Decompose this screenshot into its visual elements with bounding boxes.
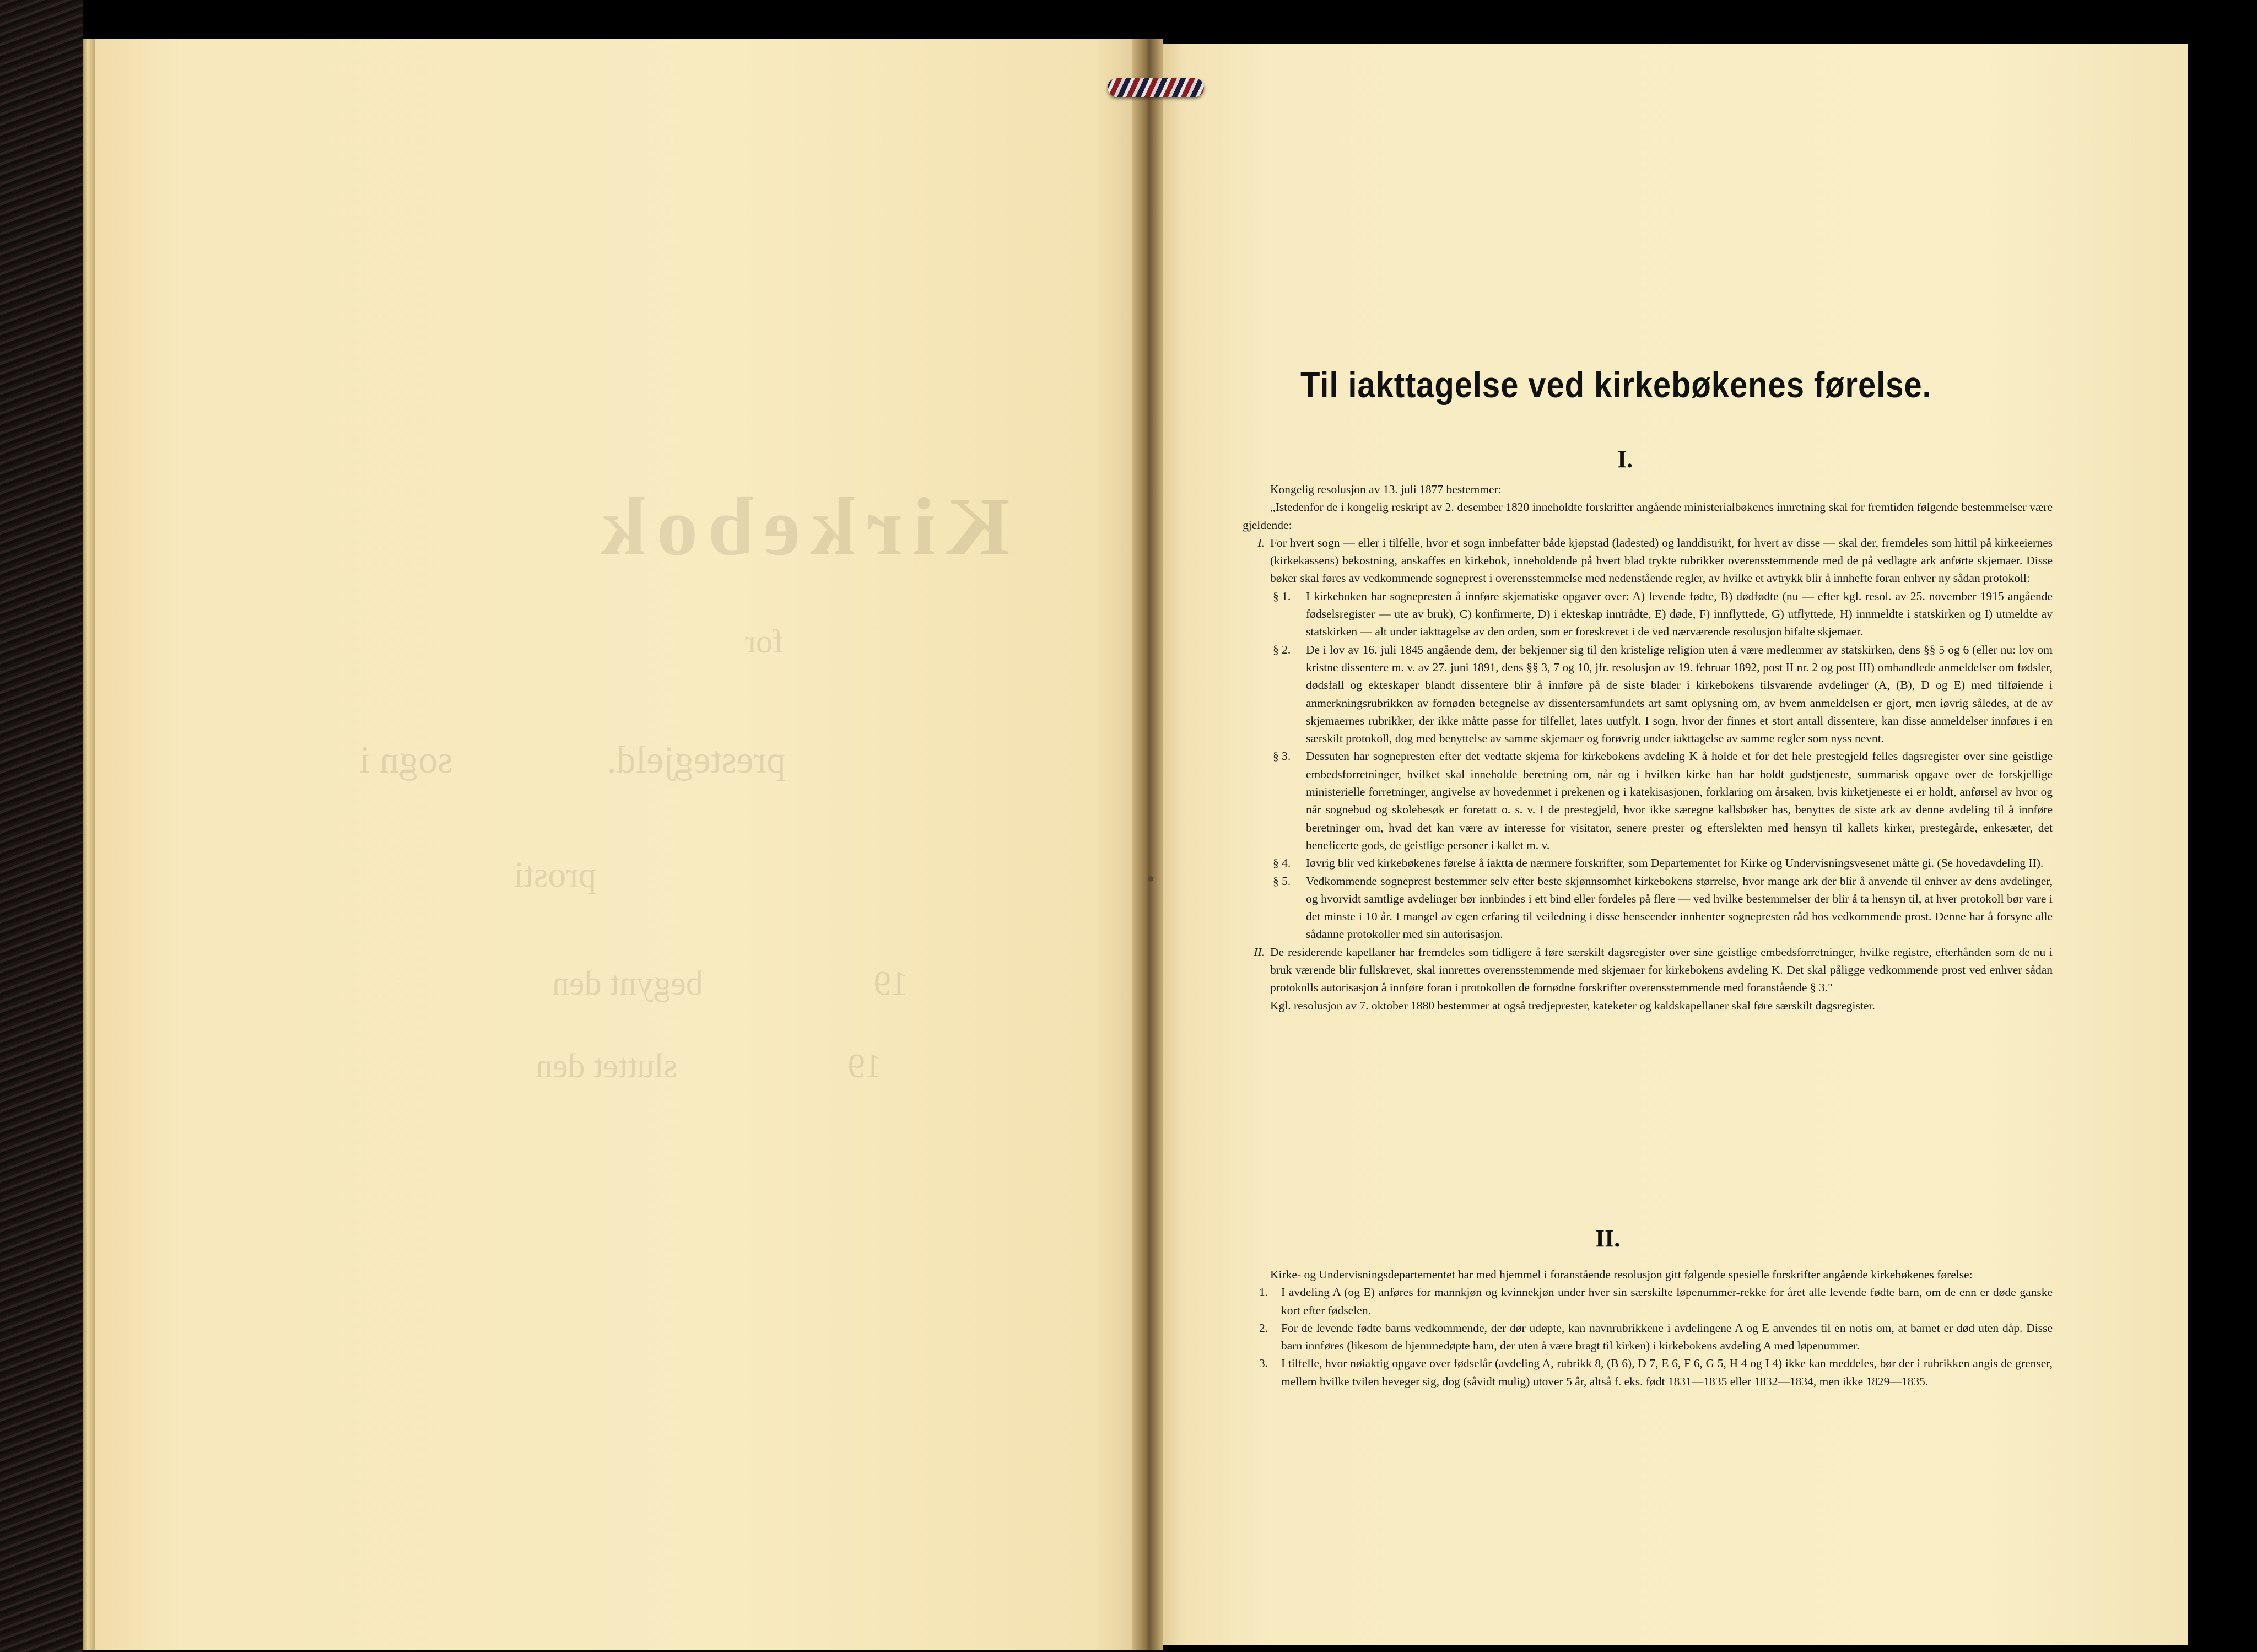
paragraph-1 [1243,587,2053,641]
book-gutter [1132,39,1163,1650]
section-1-heading: I. [1617,446,1633,473]
paragraph-text: Iøvrig blir ved kirkebøkenes førelse å iaktta de nærmere forskrifter, som Departementet for Kirke og Undervisningsvesenet måtte gi. (Se hovedavdeling II). [1306,856,2044,870]
bleed-through-sogn: prestegjeld. sogn i [359,739,786,781]
rule-label: 2. [1259,1321,1268,1335]
paragraph-label: § 4. [1273,856,1291,870]
section-2-body [1243,1266,2053,1390]
rule-item-3 [1243,1354,2053,1390]
department-lead: Kirke- og Undervisningsdepartementet har med hjemmel i foranstående resolusjon gitt følgende spesielle forskrifter angående kirkebøkenes førelse: [1270,1268,1973,1281]
bleed-through-for: for [745,623,784,660]
item-I-text: For hvert sogn — eller i tilfelle, hvor et sogn innbefatter både kjøpstad (ladested) og landdistrikt, for hvert av disse — skal der, fremdeles som hittil på kirkeeiernes (kirkekassens) bekostning, anskaffes en kirkebok, inneholdende på hvert blad trykte rubrikker overensstemmende med de på vedlagte ark anførte skjemaer. Disse bøker skal føres av vedkommende sogneprest i overensstemmelse med nedenstående regler, av hvilke et avtrykk blir å innhefte foran enhver ny sådan protokoll: [1270,536,2053,585]
paragraph-4 [1243,854,2053,872]
item-I-label: I. [1257,536,1265,549]
resolution-lead: Kongelig resolusjon av 13. juli 1877 bestemmer: [1270,483,1502,496]
paragraph-text: De i lov av 16. juli 1845 angående dem, der bekjenner sig til den kristelige religion uten å være medlemmer av statskirken, dens §§ 5 og 6 (eller nu: lov om kristne dissentere m. v. av 27. juni 1891, dens §§ 3, 7 og 10, jfr. resolusjon av 19. februar 1892, post II nr. 2 og post III) omhandlede anmeldelser om fødsler, dødsfall og ekteskaper blandt dissentere blir å innføre på de siste blader i kirkebokens tilsvarende avdelinger (A, (B), D og E) med tilføiende i anmerkningsrubrikken av fornøden betegnelse av dissentersamfundets art samt oplysning om, av hvem anmeldelsen er gjort, men iøvrig således, at de av skjemaernes rubrikker, der ikke måtte passe for tilfellet, lates uutfylt. I sogn, hvor der finnes et stort antall dissentere, kan disse anmeldelser innføres i en særskilt protokoll, dog med benyttelse av samme skjemaer og forøvrig under iakttagelse av samme regler som nyss nevnt. [1306,643,2053,746]
rule-item-1 [1243,1283,2053,1319]
paragraph-5 [1243,872,2053,943]
paragraph-text: Vedkommende sogneprest bestemmer selv efter beste skjønnsomhet kirkebokens størrelse, hvor mange ark der blir å anvende til enhver av dens avdelinger, og hvorvidt samtlige avdelinger bør innbindes i ett bind eller fordeles på flere — ved hvilke bestemmelser der blir å ta hensyn til, at hver protokoll bør vare i det minste i 10 år. I mangel av egen erfaring til veiledning i disse henseender innhenter sognepresten råd hos vedkommende prost. Denne har å forsyne alle sådanne protokoller med sin autorisasjon. [1306,874,2053,941]
bookmark-ribbon [1108,78,1204,97]
paragraph-label: § 5. [1273,874,1291,888]
paragraph-2 [1243,641,2053,748]
bleed-through-sluttet: 19 sluttet den [536,1048,882,1085]
book-binding [0,0,83,1652]
left-page [83,39,1158,1650]
page-title: Til iakttagelse ved kirkebøkenes førelse. [1300,364,1932,405]
rule-text: For de levende fødte barns vedkommende, der dør udøpte, kan navnrubrikkene i avdelingene A og E anvendes til en notis om, at barnet er død uten dåp. Disse barn innføres (likesom de hjemmedøpte barn, der uten å være bragt til kirken) i kirkebokens avdeling A med løpenummer. [1281,1321,2053,1353]
item-I [1243,534,2053,587]
quote-intro: „Istedenfor de i kongelig reskript av 2. desember 1820 inneholdte forskrifter angående ministerialbøkenes innretning skal for fremtiden følgende bestemmelser være gjeldende: [1243,500,2053,532]
bleed-through-prost: prosti [514,855,597,895]
paragraph-text: I kirkeboken har sognepresten å innføre skjematiske opgaver over: A) levende fødte, B) dødfødte (nu — efter kgl. resol. av 25. november 1915 angående fødselsregister — ute av bruk), C) konfirmerte, D) i ekteskap inntrådte, E) døde, F) innflyttede, G) utflyttede, H) innmeldte i statskirken og I) utmeldte av statskirken — alt under iakttagelse av den orden, som er foreskrevet i de ved nærværende resolusjon bifalte skjemaer. [1306,589,2053,639]
paragraph-label: § 3. [1273,749,1291,763]
rule-item-2 [1243,1319,2053,1355]
paragraph-3 [1243,747,2053,854]
rule-label: 1. [1259,1286,1268,1299]
paragraph-label: § 2. [1273,643,1291,656]
bleed-through-begynt: 19 begynt den [552,965,908,1002]
item-II-label: II. [1254,945,1265,959]
rule-text: I tilfelle, hvor nøiaktig opgave over fødselår (avdeling A, rubrikk 8, (B 6), D 7, E 6, F 6, G 5, H 4 og I 4) ikke kan meddeles, bør der i rubrikken angis de grenser, mellem hvilke tvilen beveger sig, dog (såvidt mulig) utover 5 år, altså f. eks. født 1831—1835 eller 1832—1834, men ikke 1829—1835. [1281,1357,2053,1388]
paragraph-label: § 1. [1273,589,1291,603]
bleed-through-title: Kirkebok [591,481,1010,573]
closing-resolution: Kgl. resolusjon av 7. oktober 1880 bestemmer at også tredjeprester, kateketer og kaldskapellaner skal føre særskilt dagsregister. [1270,998,1875,1012]
rule-label: 3. [1259,1357,1268,1370]
rule-text: I avdeling A (og E) anføres for mannkjøn og kvinnekjøn under hver sin særskilte løpenummer-rekke for året alle levende fødte barn, om de enn er døde ganske kort efter fødselen. [1281,1286,2053,1317]
item-II [1243,943,2053,997]
page-speck [1148,876,1153,882]
item-II-text: De residerende kapellaner har fremdeles som tidligere å føre særskilt dagsregister over sine geistlige embedsforretninger, hvilke registre, efterhånden som de nu i bruk værende blir fullskrevet, skal innrettes overensstemmende med skjemaer for kirkebokens avdeling K. Det skal påligge vedkommende prost ved enhver sådan protokolls autorisasjon å innføre foran i protokollen de fornødne forskrifter overensstemmende med foranstående § 3." [1270,945,2053,995]
section-2-heading: II. [1595,1225,1621,1252]
section-1-body [1243,481,2053,1014]
paragraph-text: Dessuten har sognepresten efter det vedtatte skjema for kirkebokens avdeling K å holde et for det hele prestegjeld felles dagsregister over sine geistlige embedsforretninger, hvilket skal inneholde beretning om, når og i hvilken kirke han har holdt gudstjeneste, summarisk opgave over de forskjellige ministerielle forretninger, angivelse av hovedemnet i prekenen og i katekisasjonen, forklaring om årsaken, hvis kirketjeneste ei er holdt, anførsel av hvor og når sognebud og skolebesøk er foretatt o. s. v. I de prestegjeld, hvor ikke særegne kallsbøker has, benyttes de siste ark av denne avdeling til å innføre beretninger om, hvad det kan være av interesse for visitator, senere prester og efterslekten med hensyn til kallets kirker, prestegårde, enkesæter, det beneficerte gods, de geistlige personer i kallet m. v. [1306,749,2053,852]
